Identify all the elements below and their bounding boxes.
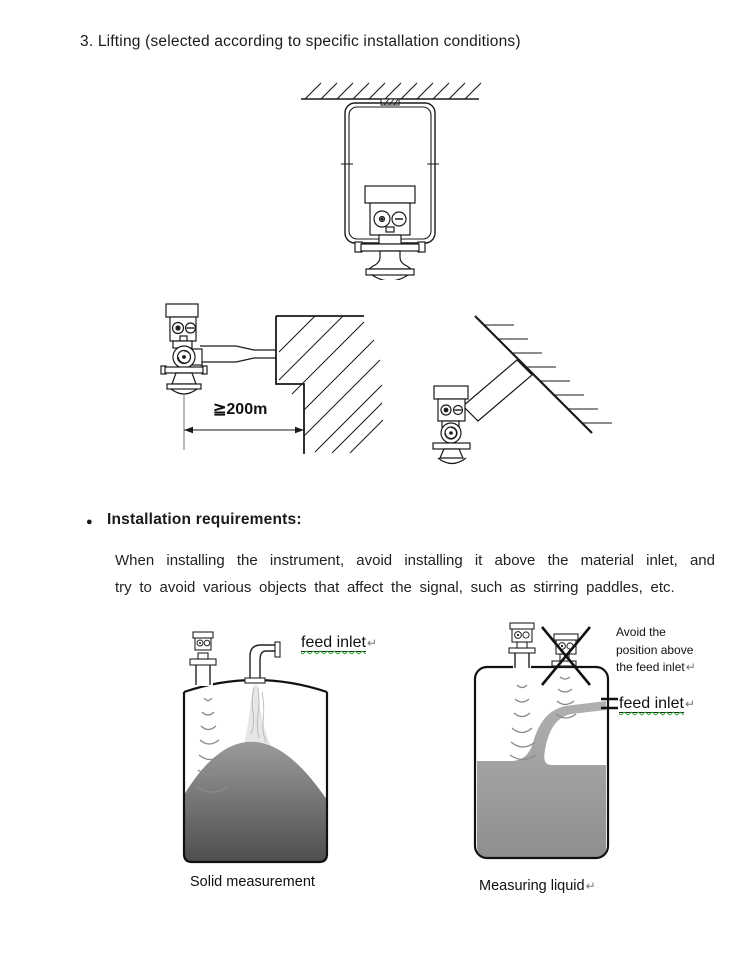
sensor-nozzle-ok [509,623,535,670]
liquid-and-stream [477,701,606,858]
instrument [433,386,470,464]
feed-inlet-pipe [245,642,280,683]
solid-tank-diagram [150,618,400,873]
wall-mount-diagram [140,292,385,472]
paragraph-line-2: try to avoid various objects that affect the signal, such as stirring paddles, etc. [115,578,675,596]
sensor-crossed-out [542,627,590,685]
sensor-nozzle [190,632,216,686]
feed-inlet-label-liquid [619,695,695,713]
mount-block [381,99,399,105]
liquid-tank-diagram [455,615,625,870]
material-pile [184,742,327,862]
requirements-paragraph [115,548,715,601]
liquid-tank-caption: Measuring liquid↵ [479,878,596,894]
ceiling-mount-diagram [295,80,485,280]
feed-inlet-text: feed inlet [301,634,366,651]
instrument [355,186,425,280]
material-stream [244,685,272,749]
dimension-label: ≧200m [213,401,268,418]
bullet-icon: ● [86,516,93,528]
instrument [161,304,207,394]
ceiling-hatch [305,83,481,99]
wall-block [276,316,383,454]
feed-inlet-text: feed inlet [619,695,684,712]
avoid-note-line-1: Avoid the [616,625,666,639]
feed-inlet-label-solid [301,634,377,652]
slope-mount-diagram [420,300,635,475]
mount-arm [463,360,532,421]
requirements-heading: Installation requirements: [107,511,302,528]
return-mark-icon: ↵ [684,697,695,711]
solid-tank-caption: Solid measurement [190,874,315,890]
paragraph-line-1: When installing the instrument, avoid installing it above the material inlet, and [115,552,715,569]
avoid-note-line-3: the feed inlet↵ [616,660,696,674]
slope-surface [475,316,612,433]
mount-arm [200,346,276,362]
section-title: 3. Lifting (selected according to specific installation conditions) [80,33,521,50]
dimension-line [184,427,304,433]
avoid-position-note [616,624,726,677]
return-mark-icon: ↵ [585,879,596,893]
return-mark-icon: ↵ [685,660,696,674]
return-mark-icon: ↵ [366,636,377,650]
avoid-note-line-2: position above [616,642,694,657]
